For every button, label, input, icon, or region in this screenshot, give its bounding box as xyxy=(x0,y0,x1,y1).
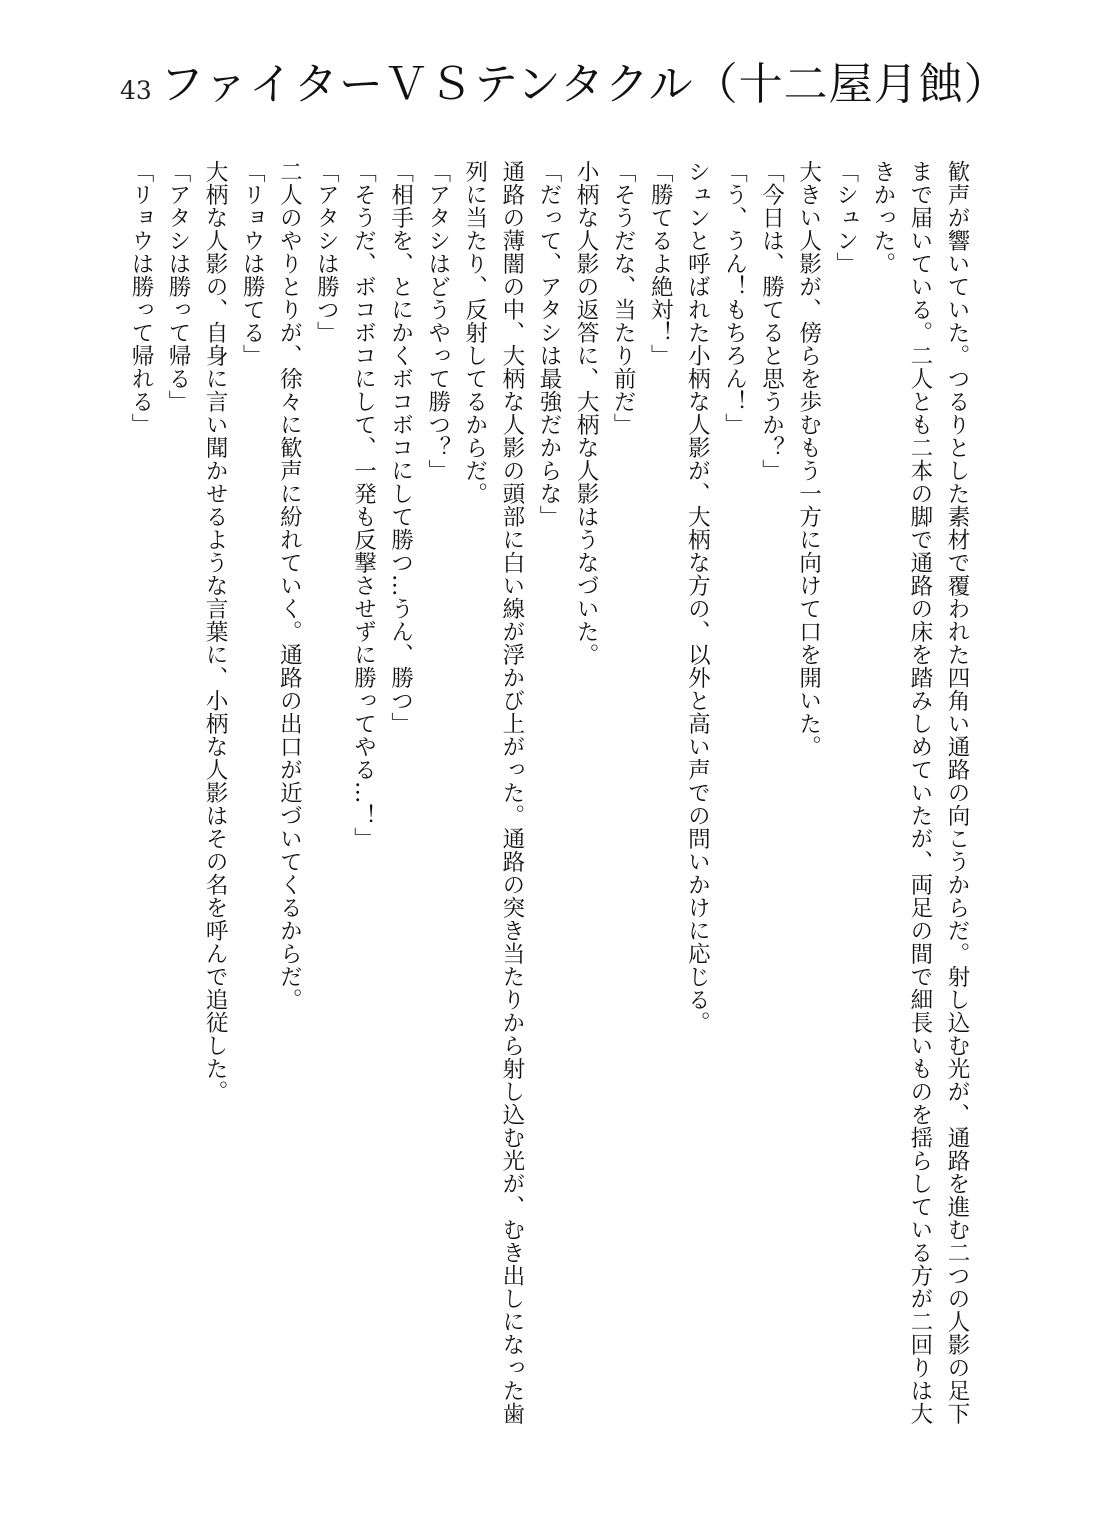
text-paragraph: 大柄な人影の、自身に言い聞かせるような言葉に、小柄な人影はその名を呼んで追従した。 xyxy=(202,160,229,1103)
dialogue-line: 「そうだな、当たり前だ」 xyxy=(610,160,637,436)
page-number: 43 xyxy=(120,76,152,105)
vertical-body-text xyxy=(122,160,975,1430)
text-paragraph: 歓声が響いていた。つるりとした素材で覆われた四角い通路の向こうからだ。射し込む光が、通路を進む二つの人影の足下まで届いている。二人とも二本の脚で通路の床を踏みしめていたが、両足の間で細長いものを揺らしている方が二回りは大きかった。 xyxy=(869,160,970,1425)
dialogue-line: 「今日は、勝てると思うか？」 xyxy=(758,160,785,482)
dialogue-line: 「リョウは勝って帰れる」 xyxy=(127,160,154,436)
dialogue-line: 「勝てるよ絶対！」 xyxy=(647,160,674,367)
text-paragraph: 通路の薄闇の中、大柄な人影の頭部に白い線が浮かび上がった。通路の突き当たりから射し込む光が、むき出しになった歯列に当たり、反射してるからだ。 xyxy=(461,160,525,1425)
dialogue-line: 「リョウは勝てる」 xyxy=(239,160,266,367)
dialogue-line: 「う、うん！もちろん！」 xyxy=(721,160,748,436)
text-paragraph: 小柄な人影の返答に、大柄な人影はうなづいた。 xyxy=(573,160,600,666)
dialogue-line: 「そうだ、ボコボコにして、一発も反撃させずに勝ってやる…！」 xyxy=(350,160,377,850)
dialogue-line: 「相手を、とにかくボコボコにして勝つ…うん、勝つ」 xyxy=(387,160,414,735)
dialogue-line: 「アタシは勝って帰る」 xyxy=(165,160,192,413)
dialogue-line: 「アタシは勝つ」 xyxy=(313,160,340,344)
text-paragraph: 二人のやりとりが、徐々に歓声に紛れていく。通路の出口が近づいてくるからだ。 xyxy=(276,160,303,1011)
chapter-title: ファイターＶＳテンタクル（十二屋月蝕） xyxy=(159,59,1009,110)
dialogue-line: 「だって、アタシは最強だからな」 xyxy=(535,160,562,528)
dialogue-line: 「シュン」 xyxy=(832,160,859,275)
text-paragraph: シュンと呼ばれた小柄な人影が、大柄な方の、以外と高い声での問いかけに応じる。 xyxy=(684,160,711,1034)
dialogue-line: 「アタシはどうやって勝つ？」 xyxy=(424,160,451,482)
page-header xyxy=(120,48,1009,112)
text-paragraph: 大きい人影が、傍らを歩むもう一方に向けて口を開いた。 xyxy=(795,160,822,758)
